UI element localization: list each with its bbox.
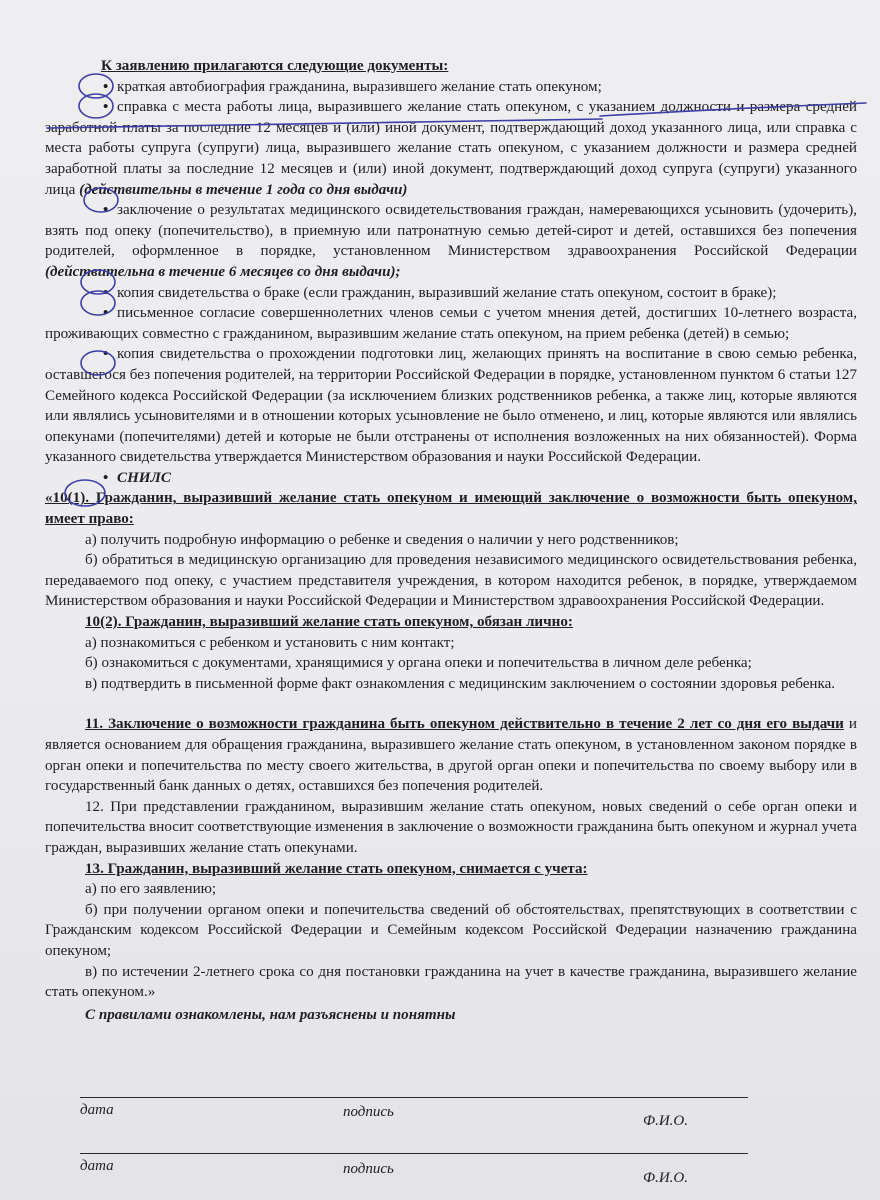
bullet-icon: •: [103, 78, 109, 95]
section-10-2-item-b: б) ознакомиться с документами, хранящимися у органа опеки и попечительства в личном деле ребенка;: [85, 655, 752, 672]
section-13-title: 13. Гражданин, выразивший желание стать опекуном, снимается с учета:: [85, 860, 588, 877]
bullet-icon: •: [103, 284, 109, 301]
signature-line: [80, 1097, 748, 1098]
doc-item-income-certificate: • справка с места работы лица, выразившего желание стать опекуном, с указанием должности и размера средней заработной платы за последние 12 месяцев и (или) иной документ, подтверждающий доход указанного лица, или справка с места работы супруга (супруги) лица, выразившего желание стать опекуном, с указанием должности и размера средней заработной платы за последние 12 месяцев и (или) иной документ, подтверждающий доход супруга (супруги) указанного лица (действительны в течение 1 года со дня выдачи): [45, 99, 857, 198]
section-10-1-item-b: б) обратиться в медицинскую организацию для проведения независимого медицинского освидетельствования ребенка, передаваемого под опеку, с участием представителя учреждения, в котором находится ребенок, в порядке, утверждаемом Министерством образования и науки Российской Федерации и Министерством здравоохранения Российской Федерации.: [45, 552, 857, 610]
doc-item-autobiography: • краткая автобиография гражданина, выразившего желание стать опекуном;: [45, 77, 857, 98]
attachments-heading: К заявлению прилагаются следующие документы:: [101, 58, 449, 74]
doc-item-training-certificate: • копия свидетельства о прохождении подготовки лиц, желающих принять на воспитание в свою семью ребенка, оставшегося без попечения родителей, на территории Российской Федерации в порядке, установленном пунктом 6 статьи 127 Семейного кодекса Российской Федерации (за исключением близких родственников ребенка, а также лиц, которые являются или являлись усыновителями и в отношении которых усыновление не было отменено, и лиц, которые являются или являлись опекунами (попечителями) детей и которые не были отстранены от исполнения возложенных на них обязанностей). Форма указанного свидетельства утверждается Министерством образования и науки Российской Федерации.: [45, 346, 857, 466]
section-13-item-c: в) по истечении 2-летнего срока со дня постановки гражданина на учет в качестве гражданина, выразившего желание стать опекуном.»: [45, 963, 857, 1001]
bullet-icon: •: [103, 346, 109, 363]
doc-item-family-consent: • письменное согласие совершеннолетних членов семьи с учетом мнения детей, достигших 10-летнего возраста, проживающих совместно с гражданином, выразившим желание стать опекуном, на прием ребенка (детей) в семью;: [45, 305, 857, 342]
section-11-title: 11. Заключение о возможности гражданина быть опекуном действительно в течение 2 лет со дня его выдачи: [85, 716, 844, 733]
validity-note: (действительна в течение 6 месяцев со дня выдачи);: [45, 263, 401, 280]
bullet-icon: •: [103, 469, 109, 486]
section-10-2-title: 10(2). Гражданин, выразивший желание стать опекуном, обязан лично:: [85, 614, 573, 631]
section-13-item-b: б) при получении органом опеки и попечительства сведений об обстоятельствах, препятствующих в соответствии с Гражданским кодексом Российской Федерации и Семейным кодексом Российской Федерации назначению гражданина опекуном;: [45, 901, 857, 959]
bullet-icon: •: [103, 99, 109, 116]
date-label: дата: [80, 1158, 114, 1174]
signature-line: [80, 1153, 748, 1154]
date-label: дата: [80, 1102, 114, 1118]
acknowledgement: С правилами ознакомлены, нам разъяснены и понятны: [85, 1006, 456, 1023]
bullet-icon: •: [103, 305, 109, 322]
full-name-label: Ф.И.О.: [643, 1170, 688, 1186]
section-10-1-item-a: а) получить подробную информацию о ребенке и сведения о наличии у него родственников;: [85, 531, 679, 548]
document-body: [45, 56, 857, 1025]
section-11: 11. Заключение о возможности гражданина быть опекуном действительно в течение 2 лет со дня его выдачи и является основанием для обращения гражданина, выразившего желание стать опекуном, в установленном законом порядке в орган опеки и попечительства по месту своего жительства, в другой орган опеки и попечительства по своему выбору или в государственный банк данных о детях, оставшихся без попечения родителей.: [45, 716, 857, 795]
full-name-label: Ф.И.О.: [643, 1113, 688, 1129]
signature-label: подпись: [343, 1161, 394, 1177]
bullet-icon: •: [103, 202, 109, 219]
section-10-1-title: «10(1). Гражданин, выразивший желание стать опекуном и имеющий заключение о возможности быть опекуном, имеет право:: [45, 490, 857, 528]
signature-label: подпись: [343, 1104, 394, 1120]
doc-item-snils: • СНИЛС: [45, 468, 857, 489]
validity-note: (действительны в течение 1 года со дня выдачи): [79, 181, 408, 198]
doc-item-medical-report: • заключение о результатах медицинского освидетельствования граждан, намеревающихся усыновить (удочерить), взять под опеку (попечительство), в приемную или патронатную семью детей-сирот и детей, оставшихся без попечения родителей, оформленное в порядке, установленном Министерством здравоохранения Российской Федерации (действительна в течение 6 месяцев со дня выдачи);: [45, 202, 857, 280]
section-13-item-a: а) по его заявлению;: [85, 881, 217, 898]
section-10-2-item-c: в) подтвердить в письменной форме факт ознакомления с медицинским заключением о состоянии здоровья ребенка.: [85, 675, 836, 692]
section-12: 12. При представлении гражданином, выразившим желание стать опекуном, новых сведений о себе орган опеки и попечительства вносит соответствующие изменения в заключение о возможности гражданина быть опекуном и журнал учета граждан, выразивших желание стать опекунами.: [45, 798, 857, 856]
doc-item-marriage-certificate: • копия свидетельства о браке (если гражданин, выразивший желание стать опекуном, состоит в браке);: [45, 283, 857, 304]
section-10-2-item-a: а) познакомиться с ребенком и установить с ним контакт;: [85, 634, 455, 651]
